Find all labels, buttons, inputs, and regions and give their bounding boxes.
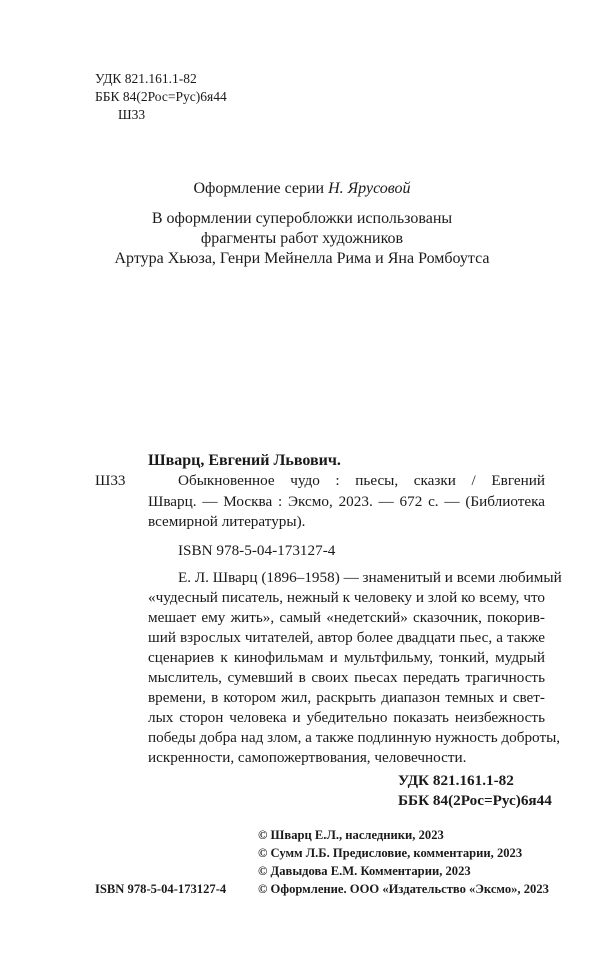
annotation-line-6: мыслитель, сумевший в своих пьесах передать трагичность xyxy=(148,669,545,686)
annotation-line-7: времени, в котором жил, раскрыть диапазон темных и свет- xyxy=(148,689,545,706)
copyright-line-1: © Шварц Е.Л., наследники, 2023 xyxy=(258,828,444,842)
cover-note-line-2: фрагменты работ художников xyxy=(200,230,404,247)
footer-isbn: ISBN 978-5-04-173127-4 xyxy=(95,882,227,896)
series-design-label: Оформление серии xyxy=(193,180,325,197)
annotation-line-2: «чудесный писатель, нежный к человеку и злой ко всему, что xyxy=(148,589,545,606)
cover-note-line-1: В оформлении суперобложки использованы xyxy=(151,210,453,227)
series-design-credit xyxy=(0,180,604,198)
series-designer-name: Н. Ярусовой xyxy=(328,180,411,197)
annotation-line-4: ший взрослых читателей, автор более двадцати пьес, а также xyxy=(148,629,545,646)
top-bbk: ББК 84(2Рос=Рус)6я44 xyxy=(95,89,227,104)
cover-note-line-3: Артура Хьюза, Генри Мейнелла Рима и Яна Ромбоутса xyxy=(114,250,490,267)
top-mark: Ш33 xyxy=(118,107,146,122)
catalog-bbk: ББК 84(2Рос=Рус)6я44 xyxy=(398,792,552,809)
top-udk: УДК 821.161.1-82 xyxy=(95,71,197,86)
copyright-line-4: © Оформление. ООО «Издательство «Эксмо», 2023 xyxy=(258,882,549,896)
annotation-line-3: мешает ему жить», самый «недетский» сказочник, покорив- xyxy=(148,609,545,626)
catalog-description-line-1: Обыкновенное чудо : пьесы, сказки / Евгений xyxy=(178,472,545,489)
catalog-description-line-3: всемирной литературы). xyxy=(148,513,306,530)
catalog-description-line-2: Шварц. — Москва : Эксмо, 2023. — 672 с. — (Библиотека xyxy=(148,493,545,510)
catalog-mark: Ш33 xyxy=(95,472,126,489)
annotation-line-9: победы добра над злом, а также подлинную нужность доброты, xyxy=(148,729,561,746)
annotation-line-1: Е. Л. Шварц (1896–1958) — знаменитый и всеми любимый xyxy=(178,569,562,586)
annotation-line-5: сценариев к кинофильмам и мультфильму, тонкий, мудрый xyxy=(148,649,545,666)
catalog-isbn: ISBN 978-5-04-173127-4 xyxy=(178,542,336,559)
annotation-line-10: искренности, самопожертвования, человечности. xyxy=(148,749,467,766)
annotation-line-8: лых сторон человека и убедительно показать неизбежность xyxy=(148,709,545,726)
catalog-author-heading: Шварц, Евгений Львович. xyxy=(148,452,341,469)
catalog-udk: УДК 821.161.1-82 xyxy=(398,772,514,789)
copyright-line-2: © Сумм Л.Б. Предисловие, комментарии, 2023 xyxy=(258,846,523,860)
copyright-line-3: © Давыдова Е.М. Комментарии, 2023 xyxy=(258,864,471,878)
